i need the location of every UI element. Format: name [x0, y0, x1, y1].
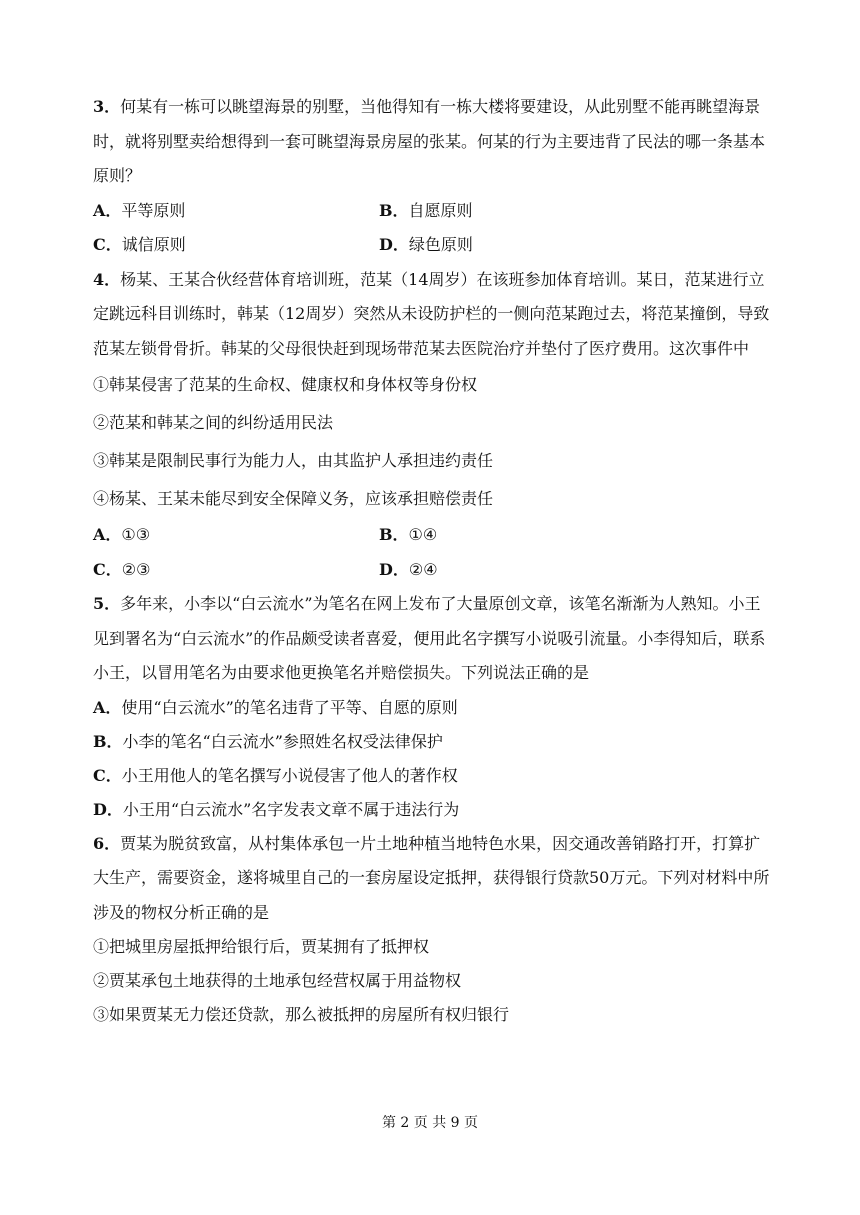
statement-2: ②范某和韩某之间的纠纷适用民法	[93, 413, 334, 432]
option-c: C．诚信原则	[93, 235, 186, 254]
question-number: 4．	[93, 269, 121, 289]
question-stem: 杨某、王某合伙经营体育培训班，范某（14周岁）在该班参加体育培训。某日，范某进行立定跳远科目训练时，韩某（12周岁）突然从未设防护栏的一侧向范某跑过去，将范某撞倒，导致范某左锁骨骨折。韩某的父母很快赶到现场带范某去医院治疗并垫付了医疗费用。这次事件中	[93, 269, 770, 358]
statement-1: ①把城里房屋抵押给银行后，贾某拥有了抵押权	[93, 937, 430, 956]
question-3	[93, 90, 773, 263]
statement-3: ③韩某是限制民事行为能力人，由其监护人承担违约责任	[93, 451, 494, 470]
option-c: C．②③	[93, 559, 151, 579]
option-b: B．自愿原则	[379, 200, 473, 220]
question-stem: 何某有一栋可以眺望海景的别墅，当他得知有一栋大楼将要建设，从此别墅不能再眺望海景时，就将别墅卖给想得到一套可眺望海景房屋的张某。何某的行为主要违背了民法的哪一条基本原则？	[93, 97, 766, 185]
option-d: D．绿色原则	[379, 235, 473, 254]
page-number-footer: 第 2 页 共 9 页	[381, 1115, 479, 1131]
statement-4: ④杨某、王某未能尽到安全保障义务，应该承担赔偿责任	[93, 489, 494, 508]
statement-1: ①韩某侵害了范某的生命权、健康权和身体权等身份权	[93, 375, 478, 394]
option-a: A．使用“白云流水”的笔名违背了平等、自愿的原则	[93, 697, 458, 717]
question-6	[93, 827, 773, 1033]
page-content	[93, 90, 773, 1032]
question-5	[93, 587, 773, 827]
options-grid	[93, 518, 773, 587]
options-grid	[93, 194, 773, 263]
option-b: B．①④	[379, 525, 438, 544]
statement-2: ②贾某承包土地获得的土地承包经营权属于用益物权	[93, 971, 462, 990]
option-b: B．小李的笔名“白云流水”参照姓名权受法律保护	[93, 731, 443, 751]
option-d: D．小王用“白云流水”名字发表文章不属于违法行为	[93, 799, 460, 819]
option-a: A．①③	[93, 525, 151, 544]
option-c: C．小王用他人的笔名撰写小说侵害了他人的著作权	[93, 765, 458, 785]
question-number: 6．	[93, 833, 121, 853]
question-stem: 贾某为脱贫致富，从村集体承包一片土地种植当地特色水果，因交通改善销路打开，打算扩大生产，需要资金，遂将城里自己的一套房屋设定抵押，获得银行贷款50万元。下列对材料中所涉及的物权分析正确的是	[93, 833, 770, 922]
question-number: 5．	[93, 594, 121, 613]
question-4	[93, 263, 773, 588]
statement-3: ③如果贾某无力偿还贷款，那么被抵押的房屋所有权归银行	[93, 1005, 510, 1024]
option-d: D．②④	[379, 559, 438, 579]
option-a: A．平等原则	[93, 200, 186, 220]
question-number: 3．	[93, 97, 121, 116]
question-stem: 多年来，小李以“白云流水”为笔名在网上发布了大量原创文章，该笔名渐渐为人熟知。小王见到署名为“白云流水”的作品颇受读者喜爱，便用此名字撰写小说吸引流量。小李得知后，联系小王，以冒用笔名为由要求他更换笔名并赔偿损失。下列说法正确的是	[93, 594, 766, 682]
